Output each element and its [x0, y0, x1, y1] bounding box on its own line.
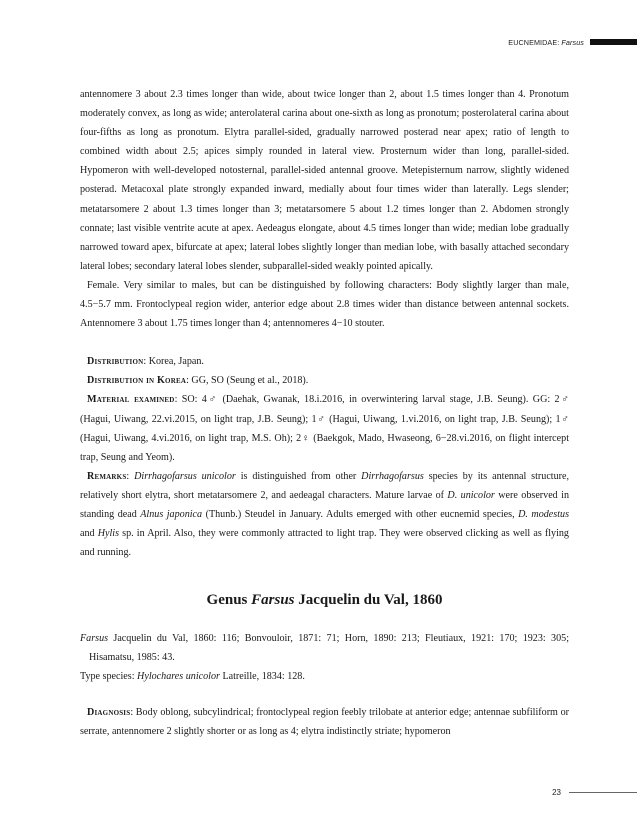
spacer: [80, 562, 569, 590]
taxon-name: Dirrhagofarsus unicolor: [134, 470, 236, 482]
material-paragraph: [80, 390, 569, 466]
description-paragraph: antennomere 3 about 2.3 times longer than wide, about twice longer than 2, about 1.5 times longer than 4. Pronotum moderately convex, as long as wide; anterolateral carina about one-sixth as long as pronotum; posterolateral carina about four-fifths as long as pronotum. Elytra parallel-sided, gradually narrowed posterad near apex; ratio of length to combined width about 2.5; apices simply rounded in lateral view. Prosternum wider than long, parallel-sided. Hypomeron with well-developed notosternal, parallel-sided antennal groove. Metepisternum narrow, slightly widened posterad. Metacoxal plate strongly expanded inward, medially about four times wider than laterally. Legs slender; metatarsomere 2 about 1.3 times longer than 3; metatarsomere 5 about 1.2 times longer than 2. Abdomen strongly connate; last visible ventrite acute at apex. Aedeagus elongate, about 4.5 times longer than wide; median lobe gradually narrowed toward apex, bifurcate at apex; lateral lobes slightly longer than median lobe, with basally attached secondary lateral lobes; secondary lateral lobes slender, subparallel-sided weakly pointed apically.: [80, 89, 569, 272]
synonymy-paragraph: [80, 629, 569, 667]
type-species-name: Hylochares unicolor: [137, 671, 220, 683]
remarks-text: were observed in standing dead: [80, 489, 569, 520]
distribution-text: : Korea, Japan.: [143, 356, 204, 368]
distribution-paragraph: [80, 352, 569, 371]
distribution-label: Distribution: [87, 356, 144, 368]
type-species-paragraph: [80, 667, 569, 686]
running-header-text: [508, 38, 584, 47]
diagnosis-paragraph: [80, 703, 569, 741]
female-paragraph: Female. Very similar to males, but can be distinguished by following characters: Body slightly larger than male, 4.5−5.7 mm. Frontoclypeal region wider, anterior edge about 2.8 times wider than distance between antennal sockets. Antennomere 3 about 1.75 times longer than 4; antennomeres 4−10 stouter.: [80, 279, 569, 330]
page-footer: [552, 788, 637, 797]
diagnosis-label: Diagnosis: [87, 706, 131, 718]
header-bar: [590, 39, 637, 45]
header-prefix: EUCNEMIDAE:: [508, 37, 562, 47]
remarks-text: (Thunb.) Steudel in January. Adults emerged with other eucnemid species,: [202, 508, 519, 520]
taxon-name: Hylis: [97, 528, 120, 540]
spacer: [80, 610, 569, 629]
remarks-text: and: [80, 528, 98, 540]
remarks-text: :: [126, 470, 135, 482]
remarks-label: Remarks: [87, 470, 127, 482]
taxon-name: D. unicolor: [447, 489, 495, 501]
distribution-korea-label: Distribution in Korea: [87, 375, 187, 387]
remarks-text: sp. in April. Also, they were commonly attracted to light trap. They were observed clicking as well as flying and running.: [80, 528, 569, 559]
running-header: [508, 37, 637, 47]
page-content: [80, 85, 569, 741]
distribution-korea-paragraph: [80, 371, 569, 390]
page-number: 23: [552, 788, 561, 797]
genus-heading-name: Farsus: [251, 592, 295, 609]
taxon-name: Dirrhagofarsus: [361, 470, 424, 482]
header-title: Farsus: [561, 37, 584, 47]
distribution-korea-text: : GG, SO (Seung et al., 2018).: [186, 375, 309, 387]
taxon-name: D. modestus: [518, 508, 569, 520]
spacer: [80, 333, 569, 352]
genus-heading-author: Jacquelin du Val, 1860: [294, 592, 443, 609]
taxon-name: Alnus japonica: [140, 508, 203, 520]
material-text: : SO: 4♂ (Daehak, Gwanak, 18.i.2016, in overwintering larval stage, J.B. Seung). GG: 2♂ (Hagui, Uiwang, 22.vi.2015, on light trap, J.B. Seung); 1♂ (Hagui, Uiwang, 1.vi.2016, on light trap, J.B. Seung); 1♂ (Hagui, Uiwang, 4.vi.2016, on light trap, M.S. Oh); 2♀ (Baekgok, Mado, Hwaseong, 6−28.vi.2016, on flight intercept trap, Seung and Yeom).: [80, 394, 569, 463]
synonymy-text: Jacquelin du Val, 1860: 116; Bonvouloir, 1871: 71; Horn, 1890: 213; Fleutiaux, 1921: 170; 1923: 305; Hisamatsu, 1985: 43.: [89, 633, 569, 664]
synonymy-name: Farsus: [80, 633, 109, 645]
material-label: Material examined: [87, 394, 175, 406]
diagnosis-text: : Body oblong, subcylindrical; frontoclypeal region feebly trilobate at anterior edge; antennae subfiliform or serrate, antennomere 2 slightly shorter or as long as 4; elytra indistinctly striate; hypomeron: [80, 706, 569, 737]
footer-rule: [569, 792, 637, 793]
type-species-author: Latreille, 1834: 128.: [219, 671, 305, 683]
remarks-text: species by its antennal structure, relatively short elytra, short metatarsomere 2, and aedeagal characters. Mature larvae of: [80, 470, 570, 501]
genus-heading-prefix: Genus: [206, 592, 252, 609]
type-species-label: Type species:: [80, 671, 138, 683]
spacer: [80, 687, 569, 703]
genus-heading: [80, 590, 569, 610]
remarks-paragraph: [80, 467, 569, 562]
remarks-text: is distinguished from other: [235, 470, 362, 482]
